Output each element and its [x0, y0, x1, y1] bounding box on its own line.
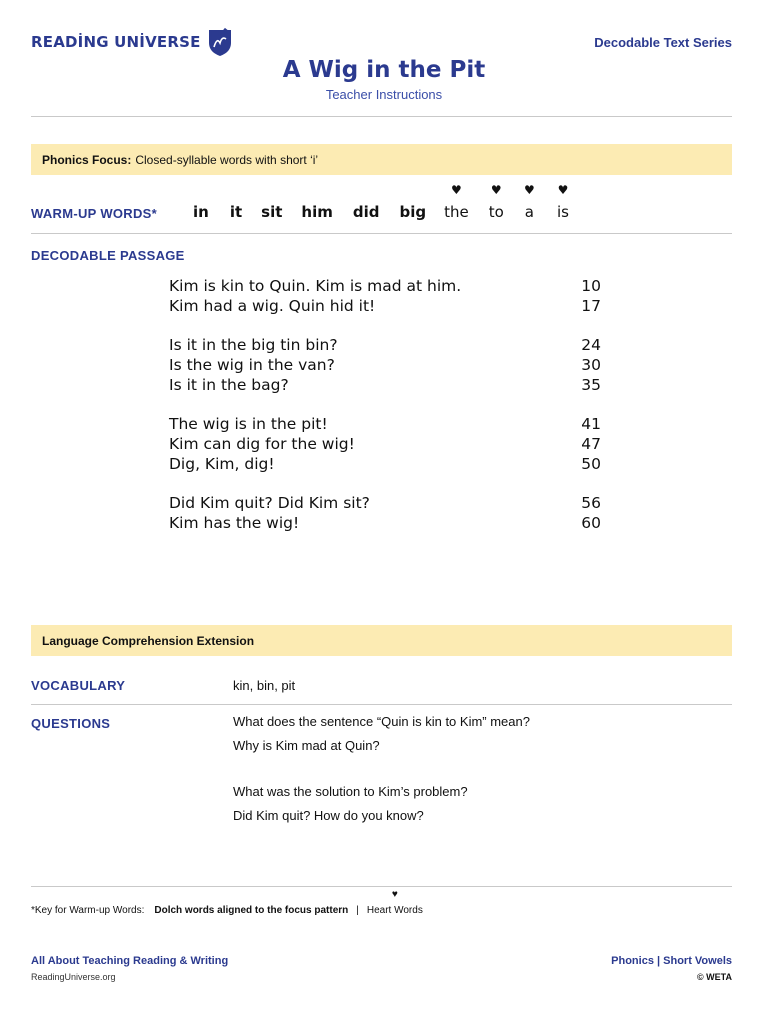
- page-title: A Wig in the Pit: [282, 57, 486, 83]
- word-count: 60: [581, 514, 601, 532]
- passage-stanza: [169, 276, 601, 316]
- word-count: 41: [581, 415, 601, 433]
- warm-up-label: WARM-UP WORDS*: [31, 206, 158, 221]
- dolch-word: did: [352, 203, 380, 221]
- passage-stanza: [169, 335, 601, 395]
- word-count: 56: [581, 494, 601, 512]
- word-count: 47: [581, 435, 601, 453]
- heart-icon: ♥: [490, 183, 502, 197]
- passage-stanza: [169, 493, 601, 533]
- dolch-word: big: [399, 203, 427, 221]
- series-label: Decodable Text Series: [594, 35, 732, 50]
- warm-up-key: *Key for Warm-up Words: Dolch words aligned to the focus pattern | ♥ Heart Words: [31, 889, 423, 916]
- heart-icon: ♥: [523, 183, 535, 197]
- decodable-passage: [169, 276, 601, 552]
- heart-icon: ♥: [391, 889, 398, 900]
- language-comprehension-label: Language Comprehension Extension: [42, 633, 255, 648]
- passage-line: Kim is kin to Quin. Kim is mad at him. 10: [169, 277, 601, 295]
- passage-line: Dig, Kim, dig! 50: [169, 455, 601, 473]
- passage-line: Kim can dig for the wig! 47: [169, 435, 601, 453]
- questions-label: QUESTIONS: [31, 716, 111, 731]
- heart-word: ♥ the: [444, 183, 469, 221]
- passage-line: Kim had a wig. Quin hid it! 17: [169, 297, 601, 315]
- dolch-word: sit: [261, 203, 283, 221]
- dolch-word: it: [229, 203, 243, 221]
- key-dolch: Dolch words aligned to the focus pattern: [154, 905, 349, 916]
- question-item: What was the solution to Kim’s problem?: [233, 784, 468, 799]
- word-count: 35: [581, 376, 601, 394]
- passage-line: The wig is in the pit! 41: [169, 415, 601, 433]
- vocabulary-divider: [31, 704, 732, 705]
- passage-label: DECODABLE PASSAGE: [31, 248, 185, 263]
- footer-right-title: Phonics | Short Vowels: [611, 955, 732, 967]
- dolch-word: him: [301, 203, 333, 221]
- phonics-focus-text: Closed-syllable words with short ‘i’: [135, 152, 319, 167]
- dolch-word: in: [193, 203, 209, 221]
- warm-up-words: [193, 183, 569, 221]
- warm-up-divider: [31, 233, 732, 234]
- phonics-focus-band: [31, 144, 732, 175]
- footer-url: ReadingUniverse.org: [31, 972, 116, 982]
- heart-word: ♥ is: [556, 183, 569, 221]
- passage-stanza: [169, 414, 601, 474]
- word-count: 24: [581, 336, 601, 354]
- question-item: Why is Kim mad at Quin?: [233, 738, 380, 753]
- vocabulary-text: kin, bin, pit: [233, 678, 296, 693]
- header-divider: [31, 116, 732, 117]
- word-count: 50: [581, 455, 601, 473]
- vocabulary-label: VOCABULARY: [31, 678, 126, 693]
- heart-word: ♥ a: [523, 183, 535, 221]
- footer-divider: [31, 886, 732, 887]
- passage-line: Did Kim quit? Did Kim sit? 56: [169, 494, 601, 512]
- word-count: 30: [581, 356, 601, 374]
- passage-line: Is it in the big tin bin? 24: [169, 336, 601, 354]
- reading-universe-logo: [31, 26, 233, 58]
- aft-shield-icon: [207, 27, 233, 57]
- heart-word: ♥ to: [488, 183, 504, 221]
- passage-line: Is the wig in the van? 30: [169, 356, 601, 374]
- question-item: What does the sentence “Quin is kin to Kim” mean?: [233, 714, 530, 729]
- logo-text: READİNG UNİVERSE: [31, 33, 201, 51]
- page-subtitle: Teacher Instructions: [325, 87, 443, 102]
- word-count: 17: [581, 297, 601, 315]
- key-heart-words: ♥ Heart Words: [366, 889, 423, 916]
- footer-copyright: © WETA: [697, 972, 732, 982]
- passage-line: Is it in the bag? 35: [169, 376, 601, 394]
- passage-line: Kim has the wig! 60: [169, 514, 601, 532]
- word-count: 10: [581, 277, 601, 295]
- phonics-focus-label: Phonics Focus:: [42, 152, 132, 167]
- language-comprehension-band: [31, 625, 732, 656]
- heart-icon: ♥: [451, 183, 462, 197]
- footer-left-title: All About Teaching Reading & Writing: [31, 955, 229, 967]
- question-item: Did Kim quit? How do you know?: [233, 808, 424, 823]
- heart-icon: ♥: [557, 183, 569, 197]
